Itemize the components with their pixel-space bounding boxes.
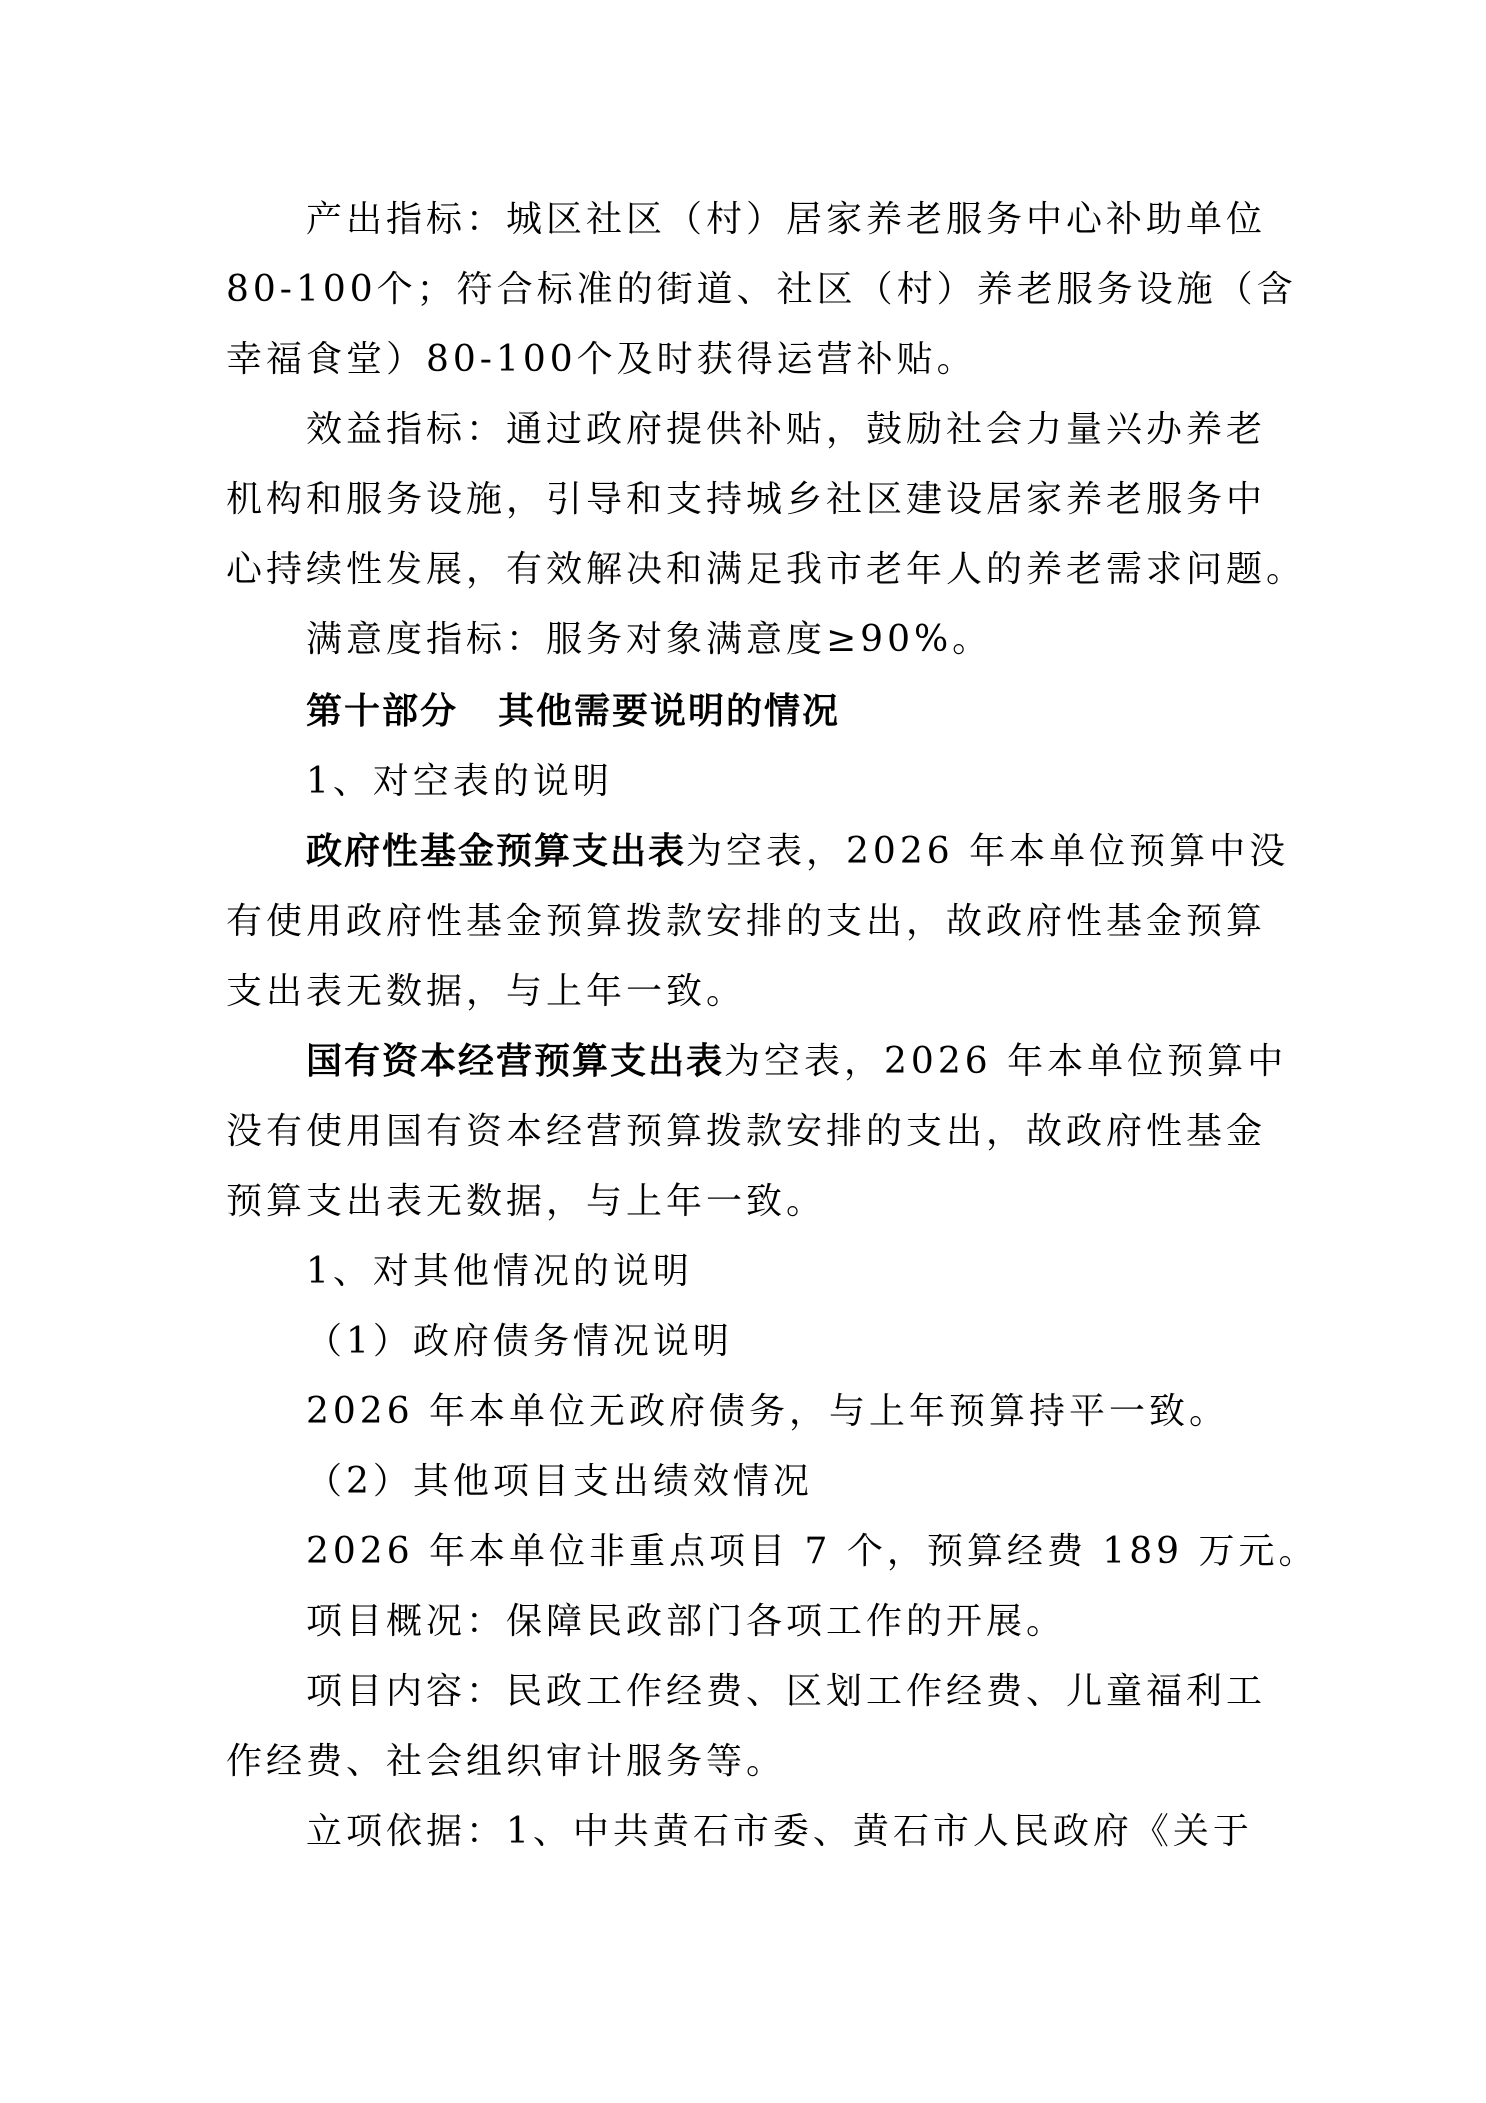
output-indicator-line-2: 80-100个；符合标准的街道、社区（村）养老服务设施（含 [226,269,1297,310]
output-indicator-line-3: 幸福食堂）80-100个及时获得运营补贴。 [226,339,977,380]
other-project-title: （2）其他项目支出绩效情况 [306,1461,813,1502]
gov-fund-line-2: 有使用政府性基金预算拨款安排的支出，故政府性基金预算 [226,901,1267,942]
state-capital-line-2: 没有使用国有资本经营预算拨款安排的支出，故政府性基金 [226,1111,1267,1152]
empty-tables-title: 1、对空表的说明 [306,761,613,802]
gov-fund-line-1 [306,830,1290,874]
section-heading-part: 第十部分 [306,691,459,732]
debt-text: 2026 年本单位无政府债务，与上年预算持平一致。 [306,1391,1230,1432]
output-indicator-line-1: 产出指标：城区社区（村）居家养老服务中心补助单位 [306,199,1267,240]
state-capital-line-3: 预算支出表无数据，与上年一致。 [226,1181,827,1222]
state-capital-line-1 [306,1040,1288,1084]
state-capital-line-1-rest: 为空表，2026 年本单位预算中 [724,1041,1288,1082]
other-project-text: 2026 年本单位非重点项目 7 个，预算经费 189 万元。 [306,1531,1319,1572]
project-content-line-2: 作经费、社会组织审计服务等。 [226,1741,787,1782]
debt-title: （1）政府债务情况说明 [306,1321,733,1362]
benefit-indicator-line-3: 心持续性发展，有效解决和满足我市老年人的养老需求问题。 [226,549,1307,590]
section-heading-title: 其他需要说明的情况 [498,691,841,732]
project-content-line-1: 项目内容：民政工作经费、区划工作经费、儿童福利工 [306,1671,1267,1712]
state-capital-table-name: 国有资本经营预算支出表 [306,1041,725,1082]
gov-fund-line-1-rest: 为空表，2026 年本单位预算中没 [686,831,1290,872]
benefit-indicator-line-1: 效益指标：通过政府提供补贴，鼓励社会力量兴办养老 [306,409,1267,450]
project-overview: 项目概况：保障民政部门各项工作的开展。 [306,1601,1067,1642]
gov-fund-table-name: 政府性基金预算支出表 [306,831,687,872]
benefit-indicator-line-2: 机构和服务设施，引导和支持城乡社区建设居家养老服务中 [226,479,1267,520]
section-heading [306,690,1266,734]
satisfaction-indicator: 满意度指标：服务对象满意度≥90%。 [306,619,993,660]
project-basis: 立项依据：1、中共黄石市委、黄石市人民政府《关于 [306,1811,1253,1852]
gov-fund-line-3: 支出表无数据，与上年一致。 [226,971,747,1012]
other-situations-title: 1、对其他情况的说明 [306,1251,693,1292]
